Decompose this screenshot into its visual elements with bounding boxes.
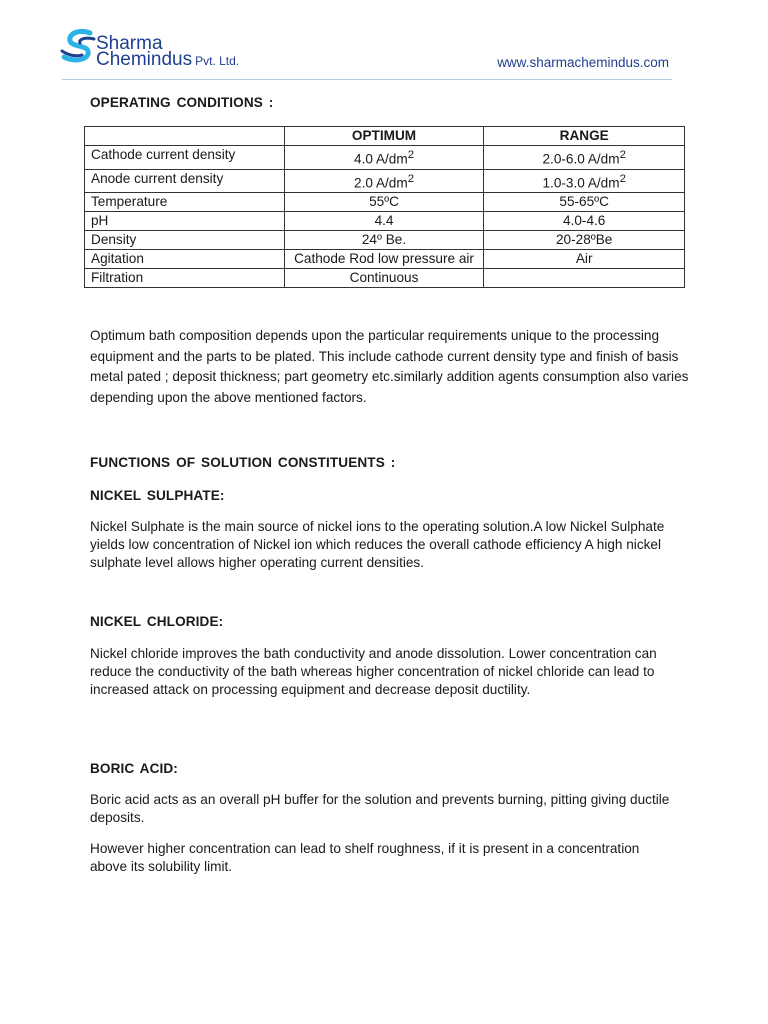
header-divider: [62, 79, 672, 80]
optimum-cell: [284, 169, 484, 193]
param-cell: Density: [85, 231, 285, 250]
table-row: [85, 269, 685, 288]
operating-conditions-heading: OPERATING CONDITIONS :: [90, 95, 274, 110]
nickel-chloride-paragraph: Nickel chloride improves the bath conductivity and anode dissolution. Lower concentration can reduce the conductivity of the bath whereas higher concentration of nickel chloride can lead to increased attack on processing equipment and decrease deposit ductility.: [90, 646, 657, 697]
boric-acid-paragraph-1: Boric acid acts as an overall pH buffer for the solution and prevents burning, pitting giving ductile deposits.: [90, 792, 670, 825]
superscript: 2: [407, 172, 414, 185]
brand-suffix: Pvt. Ltd.: [195, 54, 240, 68]
param-cell: Anode current density: [85, 169, 285, 193]
brand-name-line1: Sharma: [96, 33, 163, 54]
page-header: [0, 0, 768, 80]
table-row: [85, 231, 685, 250]
range-cell: [484, 146, 685, 170]
table-row: [85, 250, 685, 269]
optimum-cell: 55ºC: [284, 193, 484, 212]
sharma-chemindus-logo: [60, 27, 100, 67]
param-cell: Agitation: [85, 250, 285, 269]
optimum-cell: [284, 146, 484, 170]
optimum-value: 4.0 A/dm: [354, 151, 408, 167]
bath-composition-paragraph: Optimum bath composition depends upon the particular requirements unique to the processing equipment and the parts to be plated. This include cathode current density type and finish of basis metal pated ; deposit thickness; part geometry etc.similarly addition agents consumption also varies depending upon the above mentioned factors.: [90, 328, 689, 405]
optimum-value: 2.0 A/dm: [354, 175, 408, 191]
nickel-sulphate-heading: NICKEL SULPHATE:: [90, 488, 225, 503]
range-cell: [484, 269, 685, 288]
operating-conditions-table: [84, 126, 685, 288]
nickel-sulphate-paragraph: Nickel Sulphate is the main source of nickel ions to the operating solution.A low Nickel Sulphate yields low concentration of Nickel ion which reduces the overall cathode efficiency A high nickel sulphate level allows higher operating current densities.: [90, 519, 665, 570]
range-cell: Air: [484, 250, 685, 269]
table-header-row: [85, 127, 685, 146]
table-row: [85, 193, 685, 212]
superscript: 2: [619, 149, 626, 161]
superscript: 2: [619, 172, 626, 185]
param-cell: Temperature: [85, 193, 285, 212]
optimum-cell: Cathode Rod low pressure air: [284, 250, 484, 269]
superscript: 2: [407, 149, 414, 161]
nickel-chloride-heading: NICKEL CHLORIDE:: [90, 614, 224, 629]
table-row: [85, 146, 685, 170]
brand-name-line2: [96, 50, 239, 71]
optimum-cell: 24º Be.: [284, 231, 484, 250]
param-cell: Filtration: [85, 269, 285, 288]
param-cell: pH: [85, 212, 285, 231]
boric-acid-paragraph-2: However higher concentration can lead to shelf roughness, if it is present in a concentration above its solubility limit.: [90, 841, 640, 874]
functions-heading: FUNCTIONS OF SOLUTION CONSTITUENTS :: [90, 455, 396, 470]
range-cell: 55-65ºC: [484, 193, 685, 212]
column-header-range: RANGE: [484, 127, 685, 146]
range-cell: 20-28ºBe: [484, 231, 685, 250]
table-row: [85, 212, 685, 231]
range-value: 2.0-6.0 A/dm: [542, 151, 620, 167]
range-value: 1.0-3.0 A/dm: [542, 175, 620, 191]
param-cell: Cathode current density: [85, 146, 285, 170]
table-row: [85, 169, 685, 193]
website-link[interactable]: www.sharmachemindus.com: [497, 55, 669, 70]
column-header-parameter: [85, 127, 285, 146]
brand-name-chemindus: Chemindus: [96, 49, 193, 70]
range-cell: [484, 169, 685, 193]
optimum-cell: 4.4: [284, 212, 484, 231]
column-header-optimum: OPTIMUM: [284, 127, 484, 146]
optimum-cell: Continuous: [284, 269, 484, 288]
boric-acid-heading: BORIC ACID:: [90, 761, 178, 776]
range-cell: 4.0-4.6: [484, 212, 685, 231]
